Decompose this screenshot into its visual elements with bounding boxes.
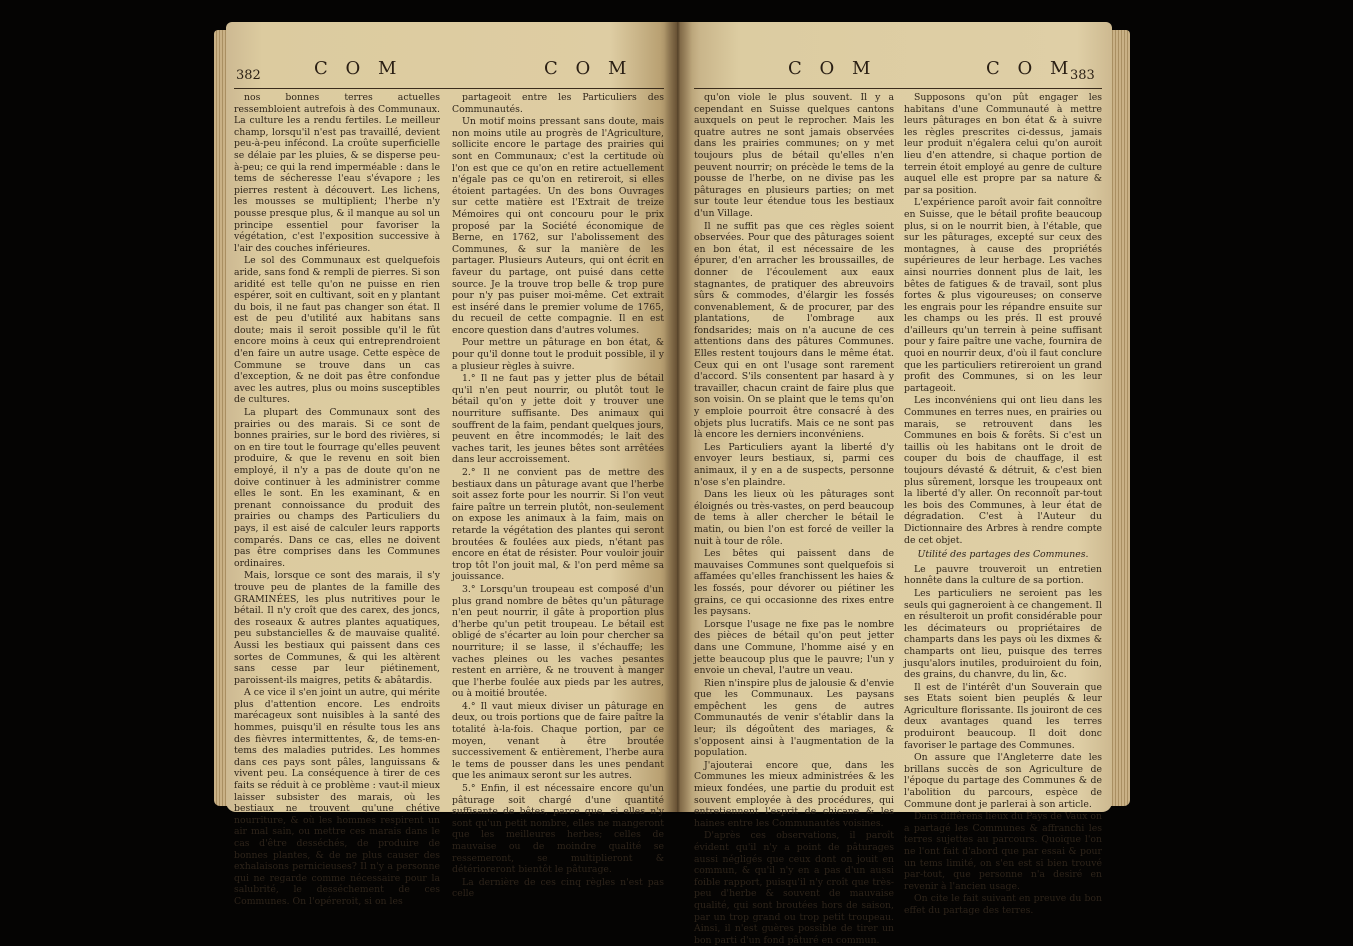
- paragraph: J'ajouterai encore que, dans les Communes les mieux administrées & les mieux fondées, une partie du produit est souvent employée à des procédures, qui entretiennent l'esprit de chicane & les haines entre les Communautés voisines.: [694, 759, 894, 829]
- paragraph: Les inconvéniens qui ont lieu dans les Communes en terres nues, en prairies ou marais, se retrouvent dans les Communes en bois & forêts. Si c'est un taillis où les habitans ont le droit de couper du bois de chauffage, il est toujours dévasté & détruit, & c'est bien plus sûrement, lorsque les troupeaux ont la liberté d'y aller. On reconnoît par-tout les bois des Communes, à leur état de dégradation. C'est à l'Auteur du Dictionnaire des Arbres à rendre compte de cet objet.: [904, 395, 1102, 546]
- paragraph: qu'on viole le plus souvent. Il y a cependant en Suisse quelques cantons auxquels on peut le reprocher. Mais les quatre autres ne sont jamais observées dans les prairies communes; on y met toujours plus de bétail qu'elles n'en peuvent nourrir; on précède le tems de la pousse de l'herbe, on ne divise pas les pâturages en plusieurs parties; on met sur toute leur étendue tous les bestiaux d'un Village.: [694, 92, 894, 219]
- paragraph: Le sol des Communaux est quelquefois aride, sans fond & rempli de pierres. Si son aridité est telle qu'on ne puisse en rien espérer, soit en cultivant, soit en y plantant du bois, il ne faut pas changer son état. Il est de peu d'utilité aux habitans sans doute; mais il seroit possible qu'il le fût encore moins à ceux qui entreprendroient d'en faire un autre usage. Cette espèce de Commune se trouve dans un cas d'exception, & ne doit pas être confondue avec les autres, plus ou moins susceptibles de cultures.: [234, 255, 440, 406]
- left-page: [226, 22, 678, 907]
- paragraph: Les Particuliers ayant la liberté d'y envoyer leurs bestiaux, si, parmi ces animaux, il y en a de suspects, personne n'ose s'en plaindre.: [694, 441, 894, 488]
- paragraph: Dans les lieux où les pâturages sont éloignés ou très-vastes, on perd beaucoup de tems à aller chercher le bétail le matin, ou bien l'on est forcé de veiller la nuit à tour de rôle.: [694, 489, 894, 547]
- paragraph: La dernière de ces cinq règles n'est pas celle: [452, 876, 664, 900]
- paragraph: 2.° Il ne convient pas de mettre des bestiaux dans un pâturage avant que l'herbe soit assez forte pour les nourrir. Si l'on veut faire paître un terrein plutôt, non-seulement on expose les animaux à la faim, mais on retarde la végétation des plantes qui seront broutées & foulées aux pieds, n'étant pas encore en état de résister. Pour vouloir jouir trop tôt l'on jouit mal, & l'on perd même sa jouissance.: [452, 467, 664, 583]
- paragraph: Mais, lorsque ce sont des marais, il s'y trouve peu de plantes de la famille des GRAMINÉES, les plus nutritives pour le bétail. Il n'y croît que des carex, des joncs, des roseaux & autres plantes aquatiques, peu substancielles & de mauvaise qualité. Aussi les bestiaux qui paissent dans ces sortes de Communes, & qui les altèrent sans cesse par leur piétinement, paroissent-ils maigres, petits & abâtardis.: [234, 570, 440, 686]
- paragraph: Pour mettre un pâturage en bon état, & pour qu'il donne tout le produit possible, il y a plusieur règles à suivre.: [452, 337, 664, 372]
- paragraph: D'après ces observations, il paroît évident qu'il n'y a point de pâturages aussi négligés que ceux dont on jouit en commun, & qu'il n'y en a pas d'un aussi foible rapport, puisqu'il n'y croît que très-peu d'herbe & souvent de mauvaise qualité, qui sont broutées hors de saison, par un trop grand ou trop petit troupeau. Ainsi, il n'est guères possible de tirer un bon parti d'un fond pâturé en commun.: [694, 830, 894, 946]
- left-column-1: [234, 92, 440, 907]
- right-head-rule: [694, 88, 1102, 89]
- paragraph: 1.° Il ne faut pas y jetter plus de bétail qu'il n'en peut nourrir, ou plutôt tout le bétail qu'on y jette doit y trouver une nourriture suffisante. Des animaux qui souffrent de la faim, pendant quelques jours, peuvent en être incommodés; le lait des vaches tarit, les jeunes bêtes sont arrêtées dans leur accroissement.: [452, 373, 664, 466]
- book-gutter: [664, 22, 692, 812]
- right-page-edges: [1110, 30, 1130, 806]
- paragraph: Les bêtes qui paissent dans de mauvaises Communes sont quelquefois si affamées qu'elles franchissent les haies & les fossés, pour dévorer ou piétiner les grains, ce qui occasionne des rixes entre les paysans.: [694, 548, 894, 618]
- left-column-2: [452, 92, 664, 900]
- paragraph: nos bonnes terres actuelles ressembloient autrefois à des Communaux. La culture les a rendu fertiles. Le meilleur champ, lorsqu'il n'est pas travaillé, devient peu-à-peu infécond. La croûte superficielle se délaie par les pluies, & se disperse peu-à-peu; ce qui la rend imperméable : dans le tems de sécheresse l'eau s'évapore ; les pierres restent à découvert. Les lichens, les mousses se multiplient; l'herbe n'y pousse presque plus, & il manque au sol un principe essentiel pour favoriser la végétation, c'est l'exposition successive à l'air des couches inférieures.: [234, 92, 440, 254]
- right-running-head-1: C O M: [788, 58, 877, 79]
- paragraph: Lorsque l'usage ne fixe pas le nombre des pièces de bétail qu'on peut jetter dans une Commune, l'homme aisé y en jette beaucoup plus que le pauvre; l'un y envoie un cheval, l'autre un veau.: [694, 618, 894, 677]
- paragraph: partageoit entre les Particuliers des Communautés.: [452, 92, 664, 115]
- right-page: [678, 22, 1112, 946]
- paragraph: On cite le fait suivant en preuve du bon effet du partage des terres.: [904, 893, 1102, 916]
- right-running-head-2: C O M: [986, 58, 1075, 79]
- left-running-head: C O M: [314, 58, 403, 79]
- paragraph: 5.° Enfin, il est nécessaire encore qu'un pâturage soit chargé d'une quantité suffisante de bêtes, parce que, si elles n'y sont qu'un petit nombre, elles ne mangeront que les meilleures herbes; celles de mauvaise ou de moindre qualité se ressemeront, se multiplieront & détérioreront bientôt le pâturage.: [452, 783, 664, 876]
- right-column-2: [904, 92, 1102, 916]
- paragraph: Supposons qu'on pût engager les habitans d'une Communauté à mettre leurs pâturages en bon état & à suivre les règles prescrites ci-dessus, jamais leur produit n'égalera celui qu'on auroit lieu d'en attendre, si chaque portion de terrein étoit employé au genre de culture auquel elle est propre par sa nature & par sa position.: [904, 92, 1102, 196]
- paragraph: 3.° Lorsqu'un troupeau est composé d'un plus grand nombre de bêtes qu'un pâturage n'en peut nourrir, il gâte à proportion plus d'herbe qu'un petit troupeau. Le bétail est obligé de s'écarter au loin pour chercher sa nourriture; il se lasse, il s'échauffe; les vaches pleines ou les vaches pesantes restent en arrière, & ne trouvent à manger que l'herbe foulée aux pieds par les autres, ou à moitié broutée.: [452, 583, 664, 700]
- paragraph: Un motif moins pressant sans doute, mais non moins utile au progrès de l'Agriculture, sollicite encore le partage des prairies qui sont en Communaux; c'est la certitude où l'on est que ce qu'on en retire actuellement n'égale pas ce qu'on en retireroit, si elles étoient partagées. Un des bons Ouvrages sur cette matière est l'Extrait de treize Mémoires qui ont concouru pour le prix proposé par la Société économique de Berne, en 1762, sur l'abolissement des Communes, & sur la manière de les partager. Plusieurs Auteurs, qui ont écrit en faveur du partage, ont puisé dans cette source. Je la trouve trop belle & trop pure pour n'y pas puiser moi-même. Cet extrait est inséré dans le premier volume de 1765, du recueil de cette compagnie. Il en est encore question dans d'autres volumes.: [452, 116, 664, 336]
- paragraph: On assure que l'Angleterre date les brillans succès de son Agriculture de l'époque du partage des Communes & de l'abolition du parcours, espèce de Commune dont je parlerai à son article.: [904, 752, 1102, 810]
- paragraph: Dans différens lieux du Pays de Vaux on a partagé les Communes & affranchi les terres sujettes au parcours. Quoique l'on ne l'ont fait d'abord que par essai & pour un tems limité, on s'en est si bien trouvé par-tout, que personne n'a desiré en revenir à l'ancien usage.: [904, 811, 1102, 892]
- paragraph: Il est de l'intérêt d'un Souverain que ses Etats soient bien peuplés & leur Agriculture florissante. Ils jouiront de ces deux avantages quand les terres produiront beaucoup. Il doit donc favoriser le partage des Communes.: [904, 681, 1102, 751]
- paragraph: Le pauvre trouveroit un entretien honnête dans la culture de sa portion.: [904, 563, 1102, 587]
- paragraph: L'expérience paroît avoir fait connoître en Suisse, que le bétail profite beaucoup plus, si on le nourrit bien, à l'étable, que sur les pâturages, excepté sur ceux des montagnes, à cause des propriétés supérieures de leur herbage. Les vaches ainsi nourries donnent plus de lait, les bêtes de fatigues & de travail, sont plus fortes & plus vigoureuses; on conserve les engrais pour les répandre ensuite sur les champs ou les prés. Il est prouvé d'ailleurs qu'un terrein à peine suffisant pour y faire paître une vache, fournira de quoi en nourrir deux, d'où il faut conclure que les particuliers retireroient un grand profit des Communes, si on les leur partageoit.: [904, 197, 1102, 394]
- right-column-1: [694, 92, 894, 946]
- left-head-rule: [234, 88, 664, 89]
- right-page-number: 383: [1070, 68, 1095, 83]
- paragraph: Les particuliers ne seroient pas les seuls qui gagneroient à ce changement. Il en résulteroit un profit considérable pour les décimateurs ou propriétaires de champarts dans les pays où les dixmes & champarts ont lieu, puisque des terres jusqu'alors inutiles, produiroient du foin, des grains, du chanvre, du lin, &c.: [904, 587, 1102, 681]
- left-page-number: 382: [236, 68, 261, 83]
- paragraph: Rien n'inspire plus de jalousie & d'envie que les Communaux. Les paysans empêchent les gens de autres Communautés de venir s'établir dans la leur; ils dégoûtent des mariages, & s'opposent ainsi à l'augmentation de la population.: [694, 677, 894, 759]
- paragraph: La plupart des Communaux sont des prairies ou des marais. Si ce sont de bonnes prairies, sur le bord des rivières, si on en tire tout le fourrage qu'elles peuvent produire, & que le revenu en soit bien employé, il n'y a pas de doute qu'on ne doive continuer à les administrer comme elles le sont. En les examinant, & en prenant connoissance du produit des prairies ou champs des Particuliers du pays, il est aisé de calculer leurs rapports comparés. Dans ce cas, elles ne doivent pas être comprises dans les Communes ordinaires.: [234, 407, 440, 569]
- paragraph: Il ne suffit pas que ces règles soient observées. Pour que des pâturages soient en bon état, il est nécessaire de les épurer, d'en arracher les broussailles, de donner de l'écoulement aux eaux stagnantes, de pratiquer des abreuvoirs sûrs & commodes, d'élargir les fossés convenablement, & de procurer, par des plantations, de l'ombrage aux fondsarides; mais on n'a aucune de ces attentions dans des pâtures Communes. Elles restent toujours dans le même état. Ceux qui en ont l'usage sont rarement d'accord. S'ils consentent par hasard à y travailler, chacun craint de faire plus que son voisin. On se plaint que le tems qu'on y emploie pourroit être consacré à des objets plus lucratifs. Mais ce ne sont pas là encore les derniers inconvéniens.: [694, 220, 894, 441]
- paragraph: A ce vice il s'en joint un autre, qui mérite plus d'attention encore. Les endroits marécageux sont nuisibles à la santé des hommes, puisqu'il en résulte tous les ans des fièvres intermittentes, &, de tems-en-tems des maladies putrides. Les hommes dans ces pays sont pâles, languissans & vivent peu. La conséquence à tirer de ces faits se réduit à ce problème : vaut-il mieux laisser subsister des marais, où les bestiaux ne trouvent qu'une chétive nourriture, & où les hommes respirent un air mal sain, ou mettre ces marais dans le cas d'être desséchés, de produire de bonnes plantes, & de ne plus causer des exhalaisons pernicieuses? Il n'y a personne qui ne regarde comme nécessaire pour la salubrité, le desséchement de ces Communes. On l'opéreroit, si on les: [234, 687, 440, 907]
- paragraph: 4.° Il vaut mieux diviser un pâturage en deux, ou trois portions que de faire paître la totalité à-la-fois. Chaque portion, par ce moyen, venant à être broutée successivement & entièrement, l'herbe aura le tems de pousser dans les unes pendant que les animaux seront sur les autres.: [452, 700, 664, 782]
- left-running-head-2: C O M: [544, 58, 633, 79]
- paragraph: Utilité des partages des Communes.: [917, 549, 1089, 561]
